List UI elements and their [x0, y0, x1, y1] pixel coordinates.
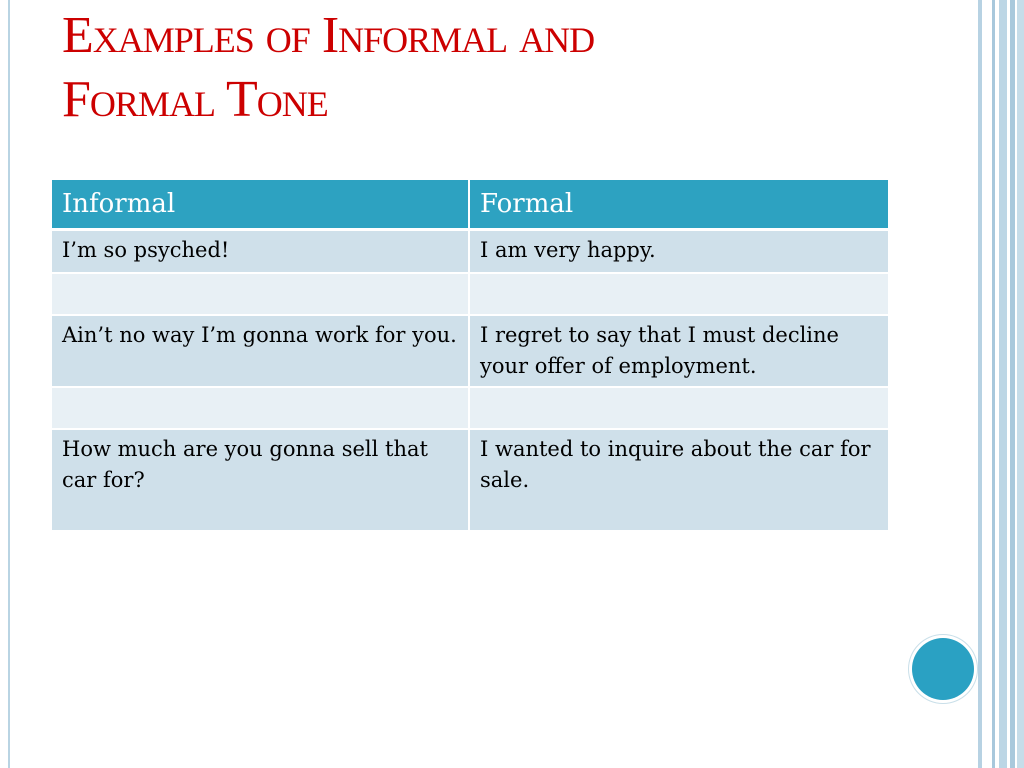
left-border-line: [8, 0, 10, 768]
column-header-formal: Formal: [469, 180, 888, 230]
informal-cell: [52, 387, 469, 429]
right-decorative-stripes: [978, 0, 1024, 768]
stripe: [982, 0, 992, 768]
formal-cell: I wanted to inquire about the car for sale.: [469, 429, 888, 531]
slide-title-line-1: Examples of Informal and: [62, 7, 595, 64]
table-row: [52, 387, 888, 429]
decorative-circle: [912, 638, 974, 700]
table-row: [52, 273, 888, 315]
slide-title-line-2: Formal Tone: [62, 71, 328, 128]
formal-cell: I regret to say that I must decline your offer of employment.: [469, 315, 888, 387]
informal-cell: How much are you gonna sell that car for?: [52, 429, 469, 531]
table-row: [52, 429, 888, 531]
informal-cell: I’m so psyched!: [52, 230, 469, 274]
informal-cell: Ain’t no way I’m gonna work for you.: [52, 315, 469, 387]
formal-cell: [469, 387, 888, 429]
formal-cell: [469, 273, 888, 315]
table-header-row: [52, 180, 888, 230]
stripe: [1017, 0, 1024, 768]
stripe: [999, 0, 1007, 768]
table-row: [52, 230, 888, 274]
informal-cell: [52, 273, 469, 315]
column-header-informal: Informal: [52, 180, 469, 230]
table-row: [52, 315, 888, 387]
formal-cell: I am very happy.: [469, 230, 888, 274]
slide-title: [62, 4, 842, 132]
tone-comparison-table: [52, 180, 888, 532]
